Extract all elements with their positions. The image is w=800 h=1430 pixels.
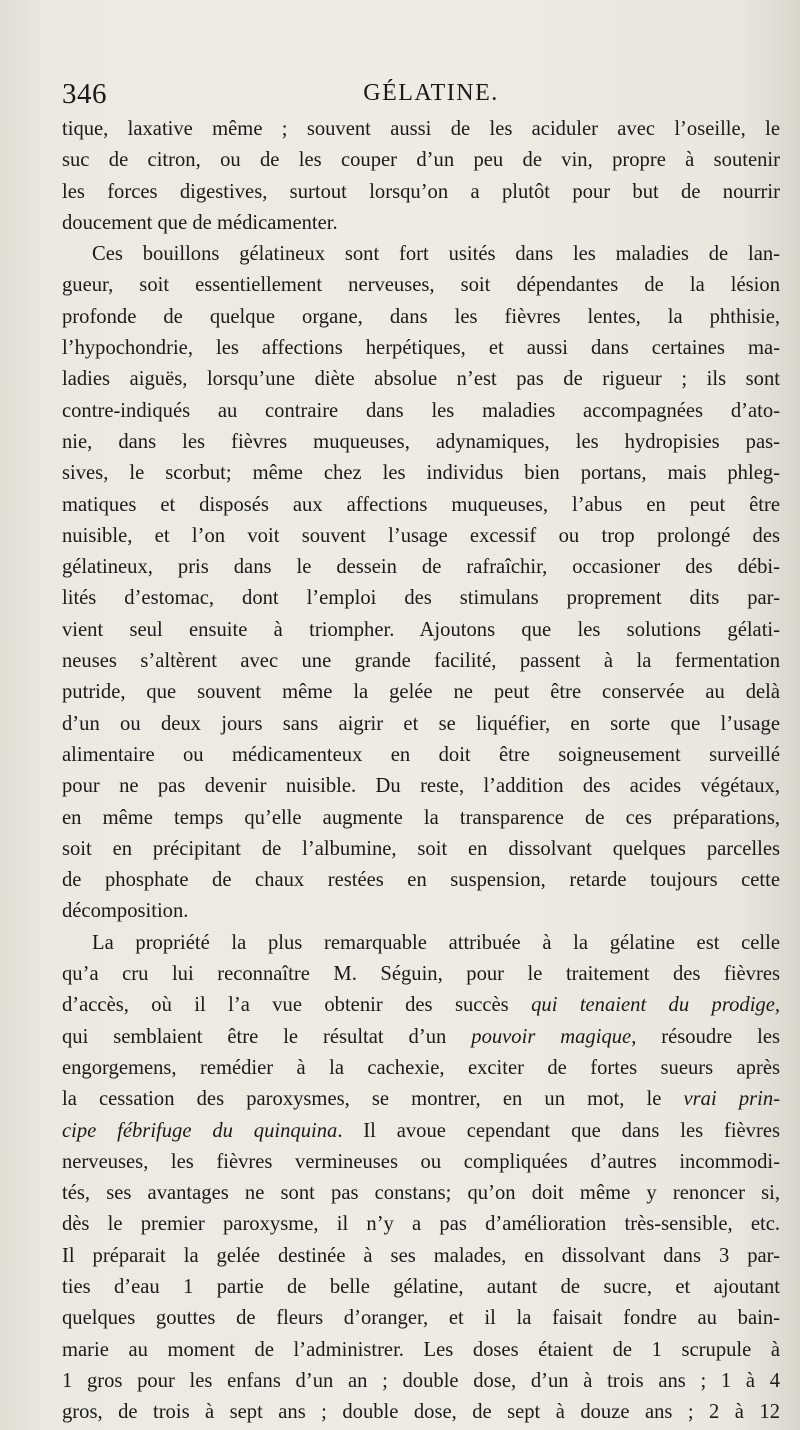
text-line: suc de citron, ou de les couper d’un peu de vin, propre à soutenir — [62, 149, 780, 172]
text-line — [62, 1116, 780, 1147]
text-line — [62, 1022, 780, 1053]
text-line: engorgemens, remédier à la cachexie, exciter de fortes sueurs après — [62, 1056, 780, 1079]
running-head: GÉLATINE. — [363, 80, 499, 106]
text-line: alimentaire ou médicamenteux en doit être soigneusement surveillé — [62, 743, 780, 766]
text-line: qu’a cru lui reconnaître M. Séguin, pour le traitement des fièvres — [62, 963, 780, 986]
text-line: décomposition. — [62, 900, 189, 923]
text-line: profonde de quelque organe, dans les fièvres lentes, la phthisie, — [62, 305, 780, 328]
text-run: . Il avoue cependant que dans les fièvres — [337, 1119, 780, 1142]
text-line: ladies aiguës, lorsqu’une diète absolue n’est pas de rigueur ; ils sont — [62, 368, 780, 391]
text-line: marie au moment de l’administrer. Les doses étaient de 1 scrupule à — [62, 1338, 780, 1361]
text-line: nie, dans les fièvres muqueuses, adynamiques, les hydropisies pas- — [62, 430, 780, 453]
italic-run: qui tenaient du prodige, — [531, 994, 780, 1017]
text-line: tique, laxative même ; souvent aussi de les aciduler avec l’oseille, le — [62, 118, 780, 140]
text-line: matiques et disposés aux affections muqueuses, l’abus en peut être — [62, 493, 780, 516]
text-line: tés, ses avantages ne sont pas constans; qu’on doit même y renoncer si, — [62, 1182, 780, 1205]
text-line: gueur, soit essentiellement nerveuses, soit dépendantes de la lésion — [62, 274, 780, 297]
body-text — [62, 114, 780, 1428]
text-line: gélatineux, pris dans le dessein de rafraîchir, occasioner des débi- — [62, 556, 780, 579]
text-line: ties d’eau 1 partie de belle gélatine, autant de sucre, et ajoutant — [62, 1275, 780, 1298]
text-line: Il préparait la gelée destinée à ses malades, en dissolvant dans 3 par- — [62, 1244, 780, 1267]
page-number: 346 — [62, 78, 107, 110]
text-line: La propriété la plus remarquable attribuée à la gélatine est celle — [92, 931, 780, 954]
italic-run: cipe fébrifuge du quinquina — [62, 1119, 338, 1142]
text-line: en même temps qu’elle augmente la transparence de ces préparations, — [62, 806, 780, 829]
italic-run: vrai prin- — [683, 1088, 781, 1111]
text-line: de phosphate de chaux restées en suspension, retarde toujours cette — [62, 869, 780, 892]
text-line: lités d’estomac, dont l’emploi des stimulans proprement dits par- — [62, 587, 780, 610]
text-line: 1 gros pour les enfans d’un an ; double dose, d’un à trois ans ; 1 à 4 — [62, 1369, 780, 1392]
text-line: vient seul ensuite à triompher. Ajoutons que les solutions gélati- — [62, 618, 780, 641]
text-line: soit en précipitant de l’albumine, soit en dissolvant quelques parcelles — [62, 837, 780, 860]
text-line: dès le premier paroxysme, il n’y a pas d’amélioration très-sensible, etc. — [62, 1213, 780, 1236]
text-run: , résoudre les — [631, 1025, 781, 1048]
text-line: quelques gouttes de fleurs d’oranger, et il la faisait fondre au bain- — [62, 1307, 780, 1330]
text-line: nuisible, et l’on voit souvent l’usage excessif ou trop prolongé des — [62, 524, 780, 547]
text-line: l’hypochondrie, les affections herpétiques, et aussi dans certaines ma- — [62, 337, 780, 360]
page-header — [62, 78, 740, 114]
text-line: doucement que de médicamenter. — [62, 211, 338, 234]
text-line: sives, le scorbut; même chez les individus bien portans, mais phleg- — [62, 462, 780, 485]
text-line — [62, 1084, 780, 1115]
text-run: d’accès, où il l’a vue obtenir des succès — [62, 994, 509, 1017]
text-line: d’un ou deux jours sans aigrir et se liquéfier, en sorte que l’usage — [62, 712, 780, 735]
text-line: gros, de trois à sept ans ; double dose, de sept à douze ans ; 2 à 12 — [62, 1401, 780, 1424]
text-run: la cessation des paroxysmes, se montrer, en un mot, le — [62, 1088, 662, 1111]
text-line — [62, 990, 780, 1021]
text-run: qui semblaient être le résultat d’un — [62, 1025, 447, 1048]
text-line: pour ne pas devenir nuisible. Du reste, l’addition des acides végétaux, — [62, 775, 780, 798]
text-line: nerveuses, les fièvres vermineuses ou compliquées d’autres incommodi- — [62, 1150, 780, 1173]
text-line: contre-indiqués au contraire dans les maladies accompagnées d’ato- — [62, 399, 780, 422]
text-line: Ces bouillons gélatineux sont fort usités dans les maladies de lan- — [92, 243, 780, 266]
text-line: les forces digestives, surtout lorsqu’on a plutôt pour but de nourrir — [62, 180, 780, 203]
italic-run: pouvoir magique — [471, 1025, 632, 1048]
text-line: putride, que souvent même la gelée ne peut être conservée au delà — [62, 681, 780, 704]
text-line: neuses s’altèrent avec une grande facilité, passent à la fermentation — [62, 650, 780, 673]
